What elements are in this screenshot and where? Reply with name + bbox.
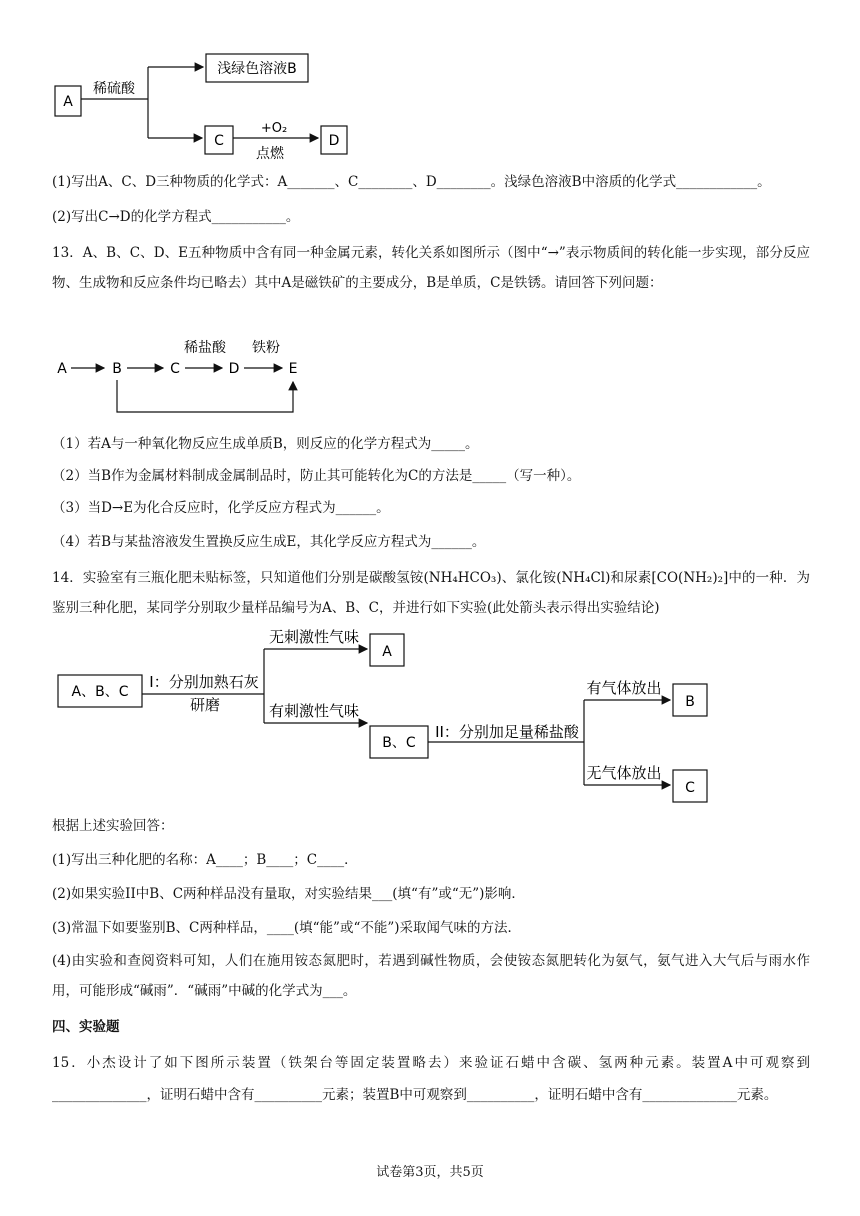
q14-lead: 根据上述实验回答：: [52, 818, 174, 834]
conversion-diagram-q13: [0, 330, 860, 420]
no-smell-label: 无刺激性气味: [268, 628, 360, 646]
q14-sub2: (2)如果实验II中B、C两种样品没有量取，对实验结果___(填“有”或“无”)影响．: [52, 886, 525, 902]
q13-label-de: 铁粉: [252, 340, 280, 356]
node-d: D: [328, 133, 340, 149]
q15-text: 15．小杰设计了如下图所示装置（铁架台等固定装置略去）来验证石蜡中含碳、氢两种元素。装置A中可观察到______________，证明石蜡中含有__________元素；装置B中可观察到__________，证明石蜡中含有______________元素。: [52, 1055, 810, 1103]
step1-label-bottom: 研磨: [189, 696, 221, 714]
condition-bottom: 点燃: [256, 146, 284, 162]
gas-label: 有气体放出: [586, 679, 662, 697]
page-footer: 试卷第3页，共5页: [376, 1165, 484, 1180]
q13-label-cd: 稀盐酸: [184, 340, 226, 356]
q14-sub3: (3)常温下如要鉴别B、C两种样品，____(填“能”或“不能”)采取闻气味的方法．: [52, 920, 522, 936]
q13-intro: 13．A、B、C、D、E五种物质中含有同一种金属元素，转化关系如图所示（图中“→”表示物质间的转化能一步实现，部分反应物、生成物和反应条件均已略去）其中A是磁铁矿的主要成分，B是单质，C是铁锈。请回答下列问题：: [52, 245, 810, 291]
q13-node-d: D: [228, 361, 240, 377]
node-b: 浅绿色溶液B: [217, 61, 297, 77]
identification-diagram-q14: [0, 620, 860, 810]
q13-sub1: （1）若A与一种氧化物反应生成单质B，则反应的化学方程式为_____。: [52, 436, 479, 452]
q13-node-c: C: [170, 361, 180, 377]
q14-sub1: (1)写出三种化肥的名称：A____；B____；C____．: [52, 852, 358, 868]
no-gas-label: 无气体放出: [586, 764, 662, 782]
q13-node-e: E: [288, 361, 298, 377]
q13-sub2: （2）当B作为金属材料制成金属制品时，防止其可能转化为C的方法是_____（写一种）。: [52, 468, 581, 484]
q13-sub3: （3）当D→E为化合反应时，化学反应方程式为______。: [52, 500, 390, 516]
q12-sub2: (2)写出C→D的化学方程式___________。: [52, 209, 300, 225]
q13-node-b: B: [112, 361, 122, 377]
result-node-c: C: [685, 780, 695, 796]
node-c: C: [214, 133, 224, 149]
smell-label: 有刺激性气味: [268, 702, 360, 720]
result-node-b: B: [685, 694, 695, 710]
node-bc: B、C: [382, 735, 416, 751]
node-a: A: [63, 94, 73, 110]
reaction-diagram-q12: [0, 0, 860, 170]
q14-intro: 14．实验室有三瓶化肥未贴标签，只知道他们分别是碳酸氢铵(NH₄HCO₃)、氯化铵(NH₄Cl)和尿素[CO(NH₂)₂]中的一种．为鉴别三种化肥，某同学分别取少量样品编号为A、B、C，并进行如下实验(此处箭头表示得出实验结论): [52, 570, 810, 616]
q12-sub1: (1)写出A、C、D三种物质的化学式：A_______、C________、D________。浅绿色溶液B中溶质的化学式____________。: [52, 174, 771, 190]
step2-label: II：分别加足量稀盐酸: [435, 723, 579, 741]
q14-sub4: (4)由实验和查阅资料可知，人们在施用铵态氮肥时，若遇到碱性物质，会使铵态氮肥转化为氨气，氨气进入大气后与雨水作用，可能形成“碱雨”．“碱雨”中碱的化学式为___。: [52, 953, 810, 999]
q13-sub4: （4）若B与某盐溶液发生置换反应生成E，其化学反应方程式为______。: [52, 534, 486, 550]
condition-top: +O₂: [260, 121, 288, 136]
q13-node-a: A: [57, 361, 67, 377]
result-node-a: A: [382, 644, 392, 660]
section-heading: 四、实验题: [52, 1019, 120, 1035]
step1-label-top: I：分别加熟石灰: [149, 673, 259, 691]
start-node: A、B、C: [71, 684, 129, 700]
reagent-label: 稀硫酸: [93, 81, 135, 97]
